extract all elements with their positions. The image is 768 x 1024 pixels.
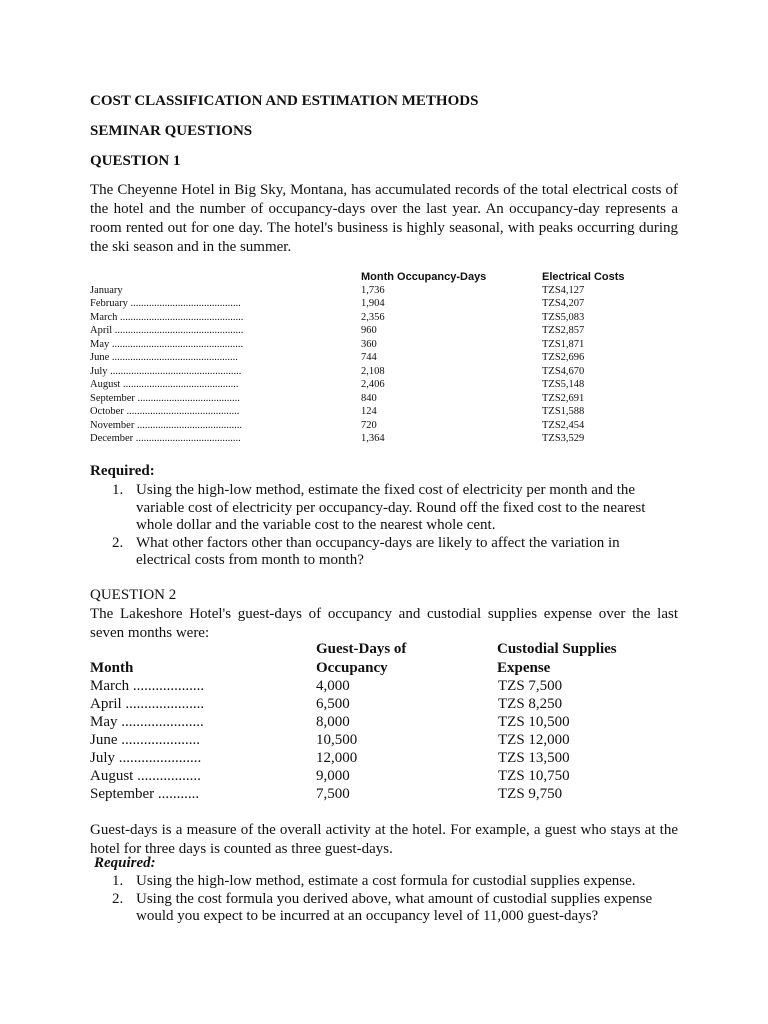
q2-days-cell: 9,000 — [316, 768, 350, 784]
q1-column-header-days: Month Occupancy-Days — [361, 271, 487, 283]
q2-days-cell: 12,000 — [316, 750, 358, 766]
table-row — [90, 732, 650, 750]
list-item: 2. What other factors other than occupancy-days are likely to affect the variation in electrical costs from month to month? — [112, 534, 620, 568]
q1-month-cell: October ........................................... — [90, 406, 240, 418]
q1-required-label: Required: — [90, 463, 155, 479]
q1-days-cell: 124 — [361, 406, 377, 418]
q2-required-label: Required: — [94, 855, 156, 871]
q1-month-cell: June ................................................ — [90, 352, 238, 364]
q2-header-guest-1: Guest-Days of — [316, 641, 407, 657]
table-row — [90, 768, 650, 786]
q1-required-list — [90, 482, 678, 570]
table-row — [90, 325, 650, 338]
q1-cost-cell: TZS2,691 — [542, 392, 585, 404]
q1-month-cell: February .......................................... — [90, 298, 241, 310]
q1-cost-cell: TZS1,588 — [542, 406, 585, 418]
table-row — [90, 352, 650, 365]
table-row — [90, 366, 650, 379]
q1-days-cell: 1,736 — [361, 285, 385, 296]
q1-days-cell: 960 — [361, 325, 377, 337]
q2-cost-cell: TZS 12,000 — [498, 732, 570, 748]
question-2-intro: The Lakeshore Hotel's guest-days of occupancy and custodial supplies expense over the last seven months were: — [90, 606, 678, 641]
q2-cost-cell: TZS 10,500 — [498, 714, 570, 730]
q2-month-cell: May ...................... — [90, 714, 204, 730]
q1-days-cell: 2,108 — [361, 365, 385, 377]
table-row — [90, 714, 650, 732]
q1-cost-cell: TZS4,670 — [542, 365, 585, 377]
table-row — [90, 393, 650, 406]
table-row — [90, 312, 650, 325]
question-2-note: Guest-days is a measure of the overall activity at the hotel. For example, a guest who stays at the hotel for three days is counted as three guest-days. — [90, 822, 678, 857]
q1-cost-cell: TZS3,529 — [542, 432, 585, 444]
table-row — [90, 339, 650, 352]
q2-cost-cell: TZS 7,500 — [498, 678, 563, 694]
table-row — [90, 420, 650, 433]
q1-cost-cell: TZS5,083 — [542, 311, 585, 323]
table-row — [90, 379, 650, 392]
q1-days-cell: 1,904 — [361, 298, 385, 310]
q2-month-cell: August ................. — [90, 768, 201, 784]
table-row — [90, 406, 650, 419]
table-row — [90, 750, 650, 768]
table-row — [90, 786, 650, 804]
q1-month-cell: March ............................................... — [90, 311, 244, 323]
q2-header-month: Month — [90, 660, 134, 676]
q1-cost-cell: TZS1,871 — [542, 338, 585, 350]
q1-cost-cell: TZS2,696 — [542, 352, 585, 364]
q2-cost-cell: TZS 10,750 — [498, 768, 570, 784]
document-title: COST CLASSIFICATION AND ESTIMATION METHODS — [90, 93, 479, 109]
table-row — [90, 298, 650, 311]
q2-header-supplies-2: Expense — [497, 660, 551, 676]
q2-month-cell: July ...................... — [90, 750, 202, 766]
q1-month-cell: November ........................................ — [90, 419, 242, 431]
q1-month-cell: January — [90, 285, 123, 296]
q2-cost-cell: TZS 13,500 — [498, 750, 570, 766]
q2-month-cell: September ........... — [90, 786, 200, 802]
q1-month-cell: July .................................................. — [90, 365, 242, 377]
q2-days-cell: 8,000 — [316, 714, 350, 730]
q2-month-cell: June ..................... — [90, 732, 200, 748]
q1-days-cell: 2,356 — [361, 311, 385, 323]
q2-days-cell: 7,500 — [316, 786, 350, 802]
q1-column-header-costs: Electrical Costs — [542, 271, 625, 283]
q1-cost-cell: TZS2,857 — [542, 325, 585, 337]
q2-cost-cell: TZS 9,750 — [498, 786, 563, 802]
q1-cost-cell: TZS4,207 — [542, 298, 585, 310]
q1-cost-cell: TZS5,148 — [542, 379, 585, 391]
q2-header-guest-2: Occupancy — [316, 660, 388, 676]
q2-month-cell: March ................... — [90, 678, 205, 694]
question-2-heading: QUESTION 2 — [90, 587, 177, 603]
q1-cost-cell: TZS2,454 — [542, 419, 585, 431]
q1-month-cell: May .................................................. — [90, 338, 244, 350]
q2-days-cell: 10,500 — [316, 732, 358, 748]
table-row — [90, 696, 650, 714]
q1-days-cell: 744 — [361, 352, 377, 364]
q1-days-cell: 2,406 — [361, 379, 385, 391]
table-row — [90, 433, 650, 446]
q1-days-cell: 360 — [361, 338, 377, 350]
q1-month-cell: August ............................................ — [90, 379, 239, 391]
q1-month-cell: April ................................................. — [90, 325, 244, 337]
question-1-intro: The Cheyenne Hotel in Big Sky, Montana, has accumulated records of the total electrical costs of the hotel and the number of occupancy-days over the last year. An occupancy-day represents a room rented out for one day. The hotel's business is highly seasonal, with peaks occurring during the ski season and in the summer. — [90, 182, 678, 255]
q2-required-list — [90, 873, 678, 926]
q1-days-cell: 720 — [361, 419, 377, 431]
q1-cost-cell: TZS4,127 — [542, 285, 585, 296]
q1-month-cell: December ........................................ — [90, 432, 241, 444]
list-item: 1. Using the high-low method, estimate the fixed cost of electricity per month and the variable cost of electricity per occupancy-day. Round off the fixed cost to the nearest whole dollar and the variable cost to the nearest whole cent. — [112, 482, 646, 533]
q2-days-cell: 6,500 — [316, 696, 350, 712]
q2-cost-cell: TZS 8,250 — [498, 696, 563, 712]
table-row — [90, 678, 650, 696]
question-1-heading: QUESTION 1 — [90, 153, 181, 169]
table-row — [90, 285, 650, 298]
list-item: 1. Using the high-low method, estimate a cost formula for custodial supplies expense. — [112, 873, 636, 889]
q1-days-cell: 1,364 — [361, 432, 385, 444]
q2-month-cell: April ..................... — [90, 696, 205, 712]
q2-days-cell: 4,000 — [316, 678, 350, 694]
q1-days-cell: 840 — [361, 392, 377, 404]
q2-header-supplies-1: Custodial Supplies — [497, 641, 617, 657]
document-subtitle: SEMINAR QUESTIONS — [90, 123, 253, 139]
q1-month-cell: September ....................................... — [90, 392, 240, 404]
list-item: 2. Using the cost formula you derived above, what amount of custodial supplies expense would you expect to be incurred at an occupancy level of 11,000 guest-days? — [112, 890, 653, 924]
